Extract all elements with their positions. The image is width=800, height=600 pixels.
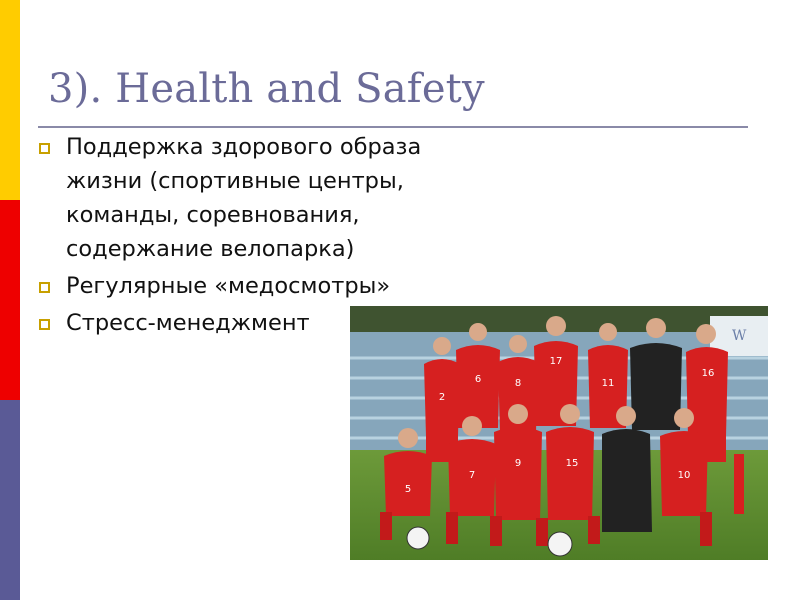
square-bullet-icon: [39, 319, 50, 330]
svg-text:16: 16: [701, 368, 715, 379]
team-photo: [350, 306, 768, 560]
svg-text:17: 17: [549, 356, 563, 367]
slide-title: 3). Health and Safety: [48, 66, 485, 112]
svg-text:10: 10: [677, 470, 691, 481]
bullet-text: Стресс-менеджмент: [66, 310, 310, 336]
svg-text:6: 6: [474, 374, 482, 385]
bullet-item: [36, 130, 486, 266]
svg-text:9: 9: [514, 458, 522, 469]
title-divider: [38, 126, 748, 128]
square-bullet-icon: [39, 143, 50, 154]
svg-text:15: 15: [565, 458, 579, 469]
svg-text:11: 11: [601, 378, 615, 389]
svg-text:8: 8: [514, 378, 522, 389]
bullet-text: Регулярные «медосмотры»: [66, 273, 391, 299]
svg-text:2: 2: [438, 392, 446, 403]
bullet-item: [36, 269, 486, 303]
svg-text:W: W: [732, 328, 747, 344]
accent-stripe-blue: [0, 400, 20, 600]
accent-stripe-red: [0, 200, 20, 400]
svg-text:7: 7: [468, 470, 476, 481]
svg-text:5: 5: [404, 484, 412, 495]
accent-stripe-yellow: [0, 0, 20, 200]
square-bullet-icon: [39, 282, 50, 293]
bullet-text: Поддержка здорового образа жизни (спортивные центры, команды, соревнования, содержание велопарка): [66, 134, 422, 262]
